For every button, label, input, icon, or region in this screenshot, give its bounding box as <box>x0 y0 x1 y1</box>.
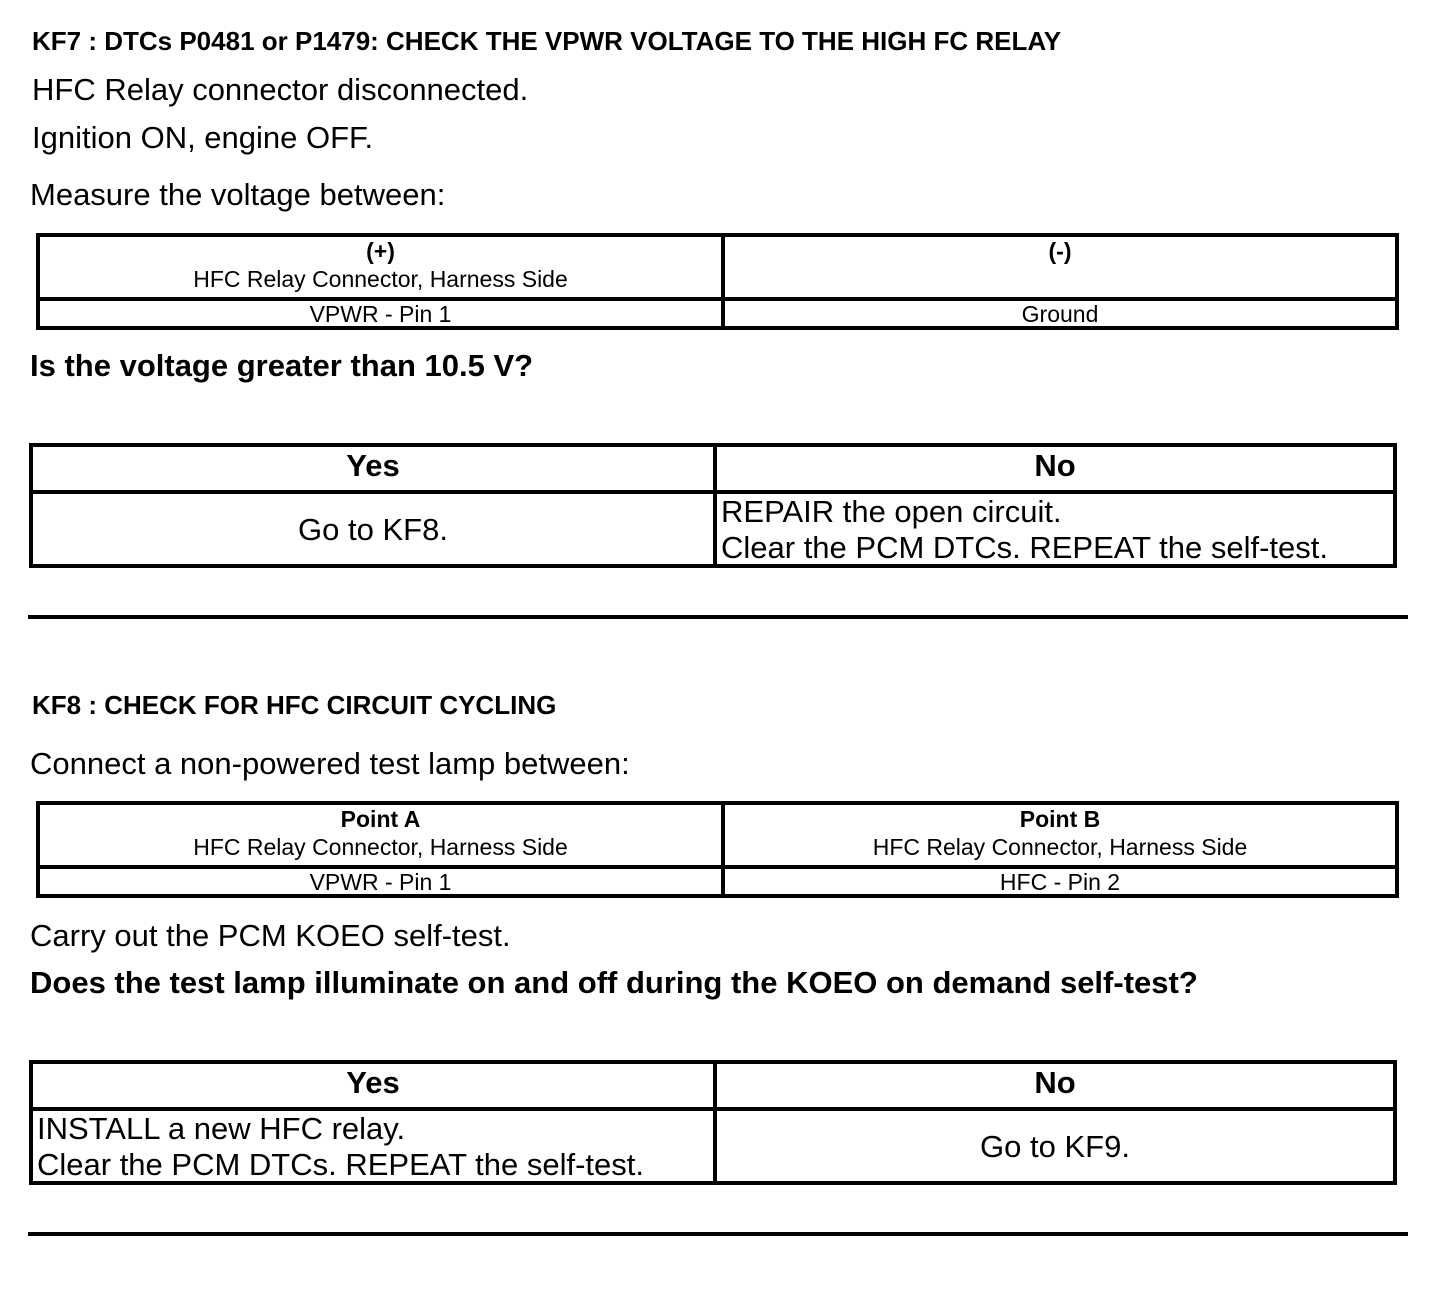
kf7-col1-header <box>40 237 721 297</box>
kf8-no-text: Go to KF9. <box>713 1107 1393 1183</box>
kf7-col2-header <box>721 237 1395 297</box>
kf8-yes-text-1: INSTALL a new HFC relay. <box>37 1111 406 1146</box>
kf7-col1-value: VPWR - Pin 1 <box>40 297 721 327</box>
section-divider-bottom <box>28 1232 1408 1236</box>
kf7-no-label: No <box>713 447 1393 490</box>
kf7-yes-label: Yes <box>346 448 400 483</box>
kf7-yes-text: Go to KF8. <box>33 490 713 566</box>
kf8-col1-header <box>40 805 721 865</box>
kf7-heading: KF7 : DTCs P0481 or P1479: CHECK THE VPWR VOLTAGE TO THE HIGH FC RELAY <box>32 26 1062 56</box>
kf8-question: Does the test lamp illuminate on and off during the KOEO on demand self-test? <box>30 965 1198 1000</box>
kf7-col1-head: (+) <box>366 238 395 264</box>
kf8-col2-header <box>721 805 1395 865</box>
kf7-result-table <box>29 443 1397 568</box>
kf7-question: Is the voltage greater than 10.5 V? <box>30 348 534 383</box>
kf7-step-measure: Measure the voltage between: <box>30 177 446 212</box>
kf8-step-test: Carry out the PCM KOEO self-test. <box>30 918 511 953</box>
kf7-col2-head: (-) <box>1048 238 1072 264</box>
kf7-col2-value: Ground <box>721 297 1395 327</box>
kf7-step-connector: HFC Relay connector disconnected. <box>32 72 529 107</box>
kf8-col2-value: HFC - Pin 2 <box>721 865 1395 895</box>
kf8-col1-head: Point A <box>340 806 421 832</box>
kf8-yes-label: Yes <box>346 1065 400 1100</box>
kf7-measure-table <box>36 233 1399 330</box>
kf7-col1-sub: HFC Relay Connector, Harness Side <box>193 266 568 292</box>
kf8-yes-text-2: Clear the PCM DTCs. REPEAT the self-test. <box>37 1147 644 1182</box>
kf8-yes-cell <box>33 1107 713 1183</box>
kf7-no-text-1: REPAIR the open circuit. <box>721 494 1062 529</box>
kf8-col1-value: VPWR - Pin 1 <box>40 865 721 895</box>
kf8-col2-sub: HFC Relay Connector, Harness Side <box>872 834 1248 860</box>
kf8-heading: KF8 : CHECK FOR HFC CIRCUIT CYCLING <box>32 690 557 720</box>
kf8-step-connect: Connect a non-powered test lamp between: <box>30 746 630 781</box>
kf8-result-table <box>29 1060 1397 1185</box>
kf7-step-ignition: Ignition ON, engine OFF. <box>32 120 374 155</box>
kf8-connection-table <box>36 801 1399 898</box>
kf8-col2-head: Point B <box>1019 806 1101 832</box>
kf7-no-cell <box>713 490 1393 566</box>
section-divider <box>28 615 1408 619</box>
kf8-no-label: No <box>713 1064 1393 1107</box>
kf7-no-text-2: Clear the PCM DTCs. REPEAT the self-test. <box>721 530 1328 565</box>
kf8-col1-sub: HFC Relay Connector, Harness Side <box>193 834 568 860</box>
